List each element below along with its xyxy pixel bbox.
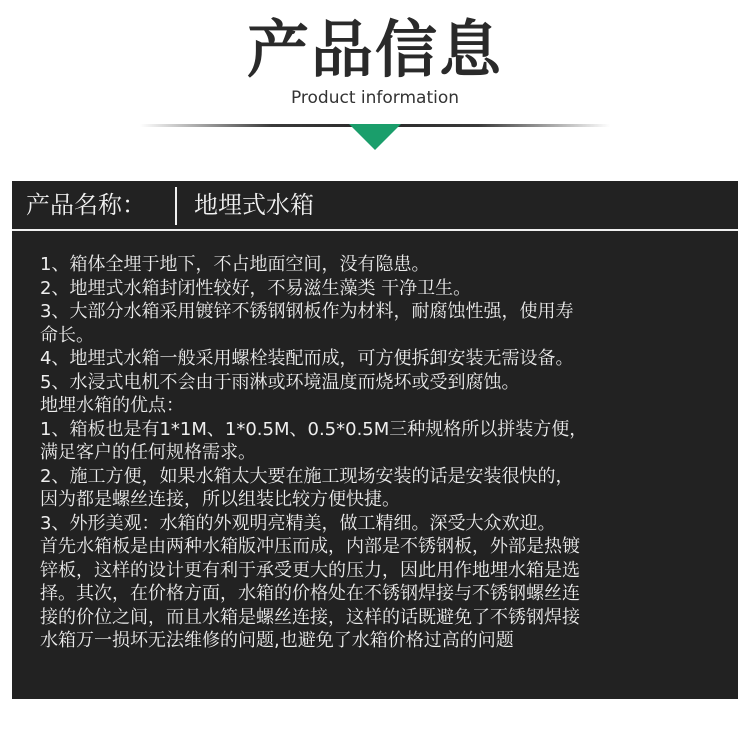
column-divider [175,187,177,225]
section-header [0,0,750,160]
description-line: 2、地埋式水箱封闭性较好，不易滋生藻类 干净卫生。 [40,277,472,299]
product-name-value: 地埋式水箱 [194,191,314,219]
description-line: 水箱万一损坏无法维修的问题,也避免了水箱价格过高的问题 [40,630,514,651]
description-line: 锌板，这样的设计更有利于承受更大的压力，因此用作地埋水箱是选 [40,559,580,581]
product-info-panel [12,181,738,699]
description-line: 1、箱体全埋于地下，不占地面空间，没有隐患。 [40,254,430,275]
description-line: 地埋水箱的优点： [40,395,184,416]
description-line: 因为都是螺丝连接，所以组装比较方便快捷。 [40,489,400,510]
description-line: 命长。 [40,324,94,346]
product-description [40,253,726,653]
description-line: 满足客户的任何规格需求。 [40,442,256,463]
triangle-down-icon [349,124,401,150]
description-line: 择。其次，在价格方面，水箱的价格处在不锈钢焊接与不锈钢螺丝连 [40,583,580,604]
product-name-label: 产品名称： [26,191,146,219]
description-line: 1、箱板也是有1*1M、1*0.5M、0.5*0.5M三种规格所以拼装方便， [40,418,588,440]
product-name-row [12,181,738,231]
description-line: 5、水浸式电机不会由于雨淋或环境温度而烧坏或受到腐蚀。 [40,371,520,393]
page-title: 产品信息 [246,13,503,86]
description-line: 2、施工方便，如果水箱太大要在施工现场安装的话是安装很快的， [40,465,574,487]
description-line: 3、大部分水箱采用镀锌不锈钢钢板作为材料，耐腐蚀性强，使用寿 [40,301,574,322]
description-line: 首先水箱板是由两种水箱版冲压而成，内部是不锈钢板，外部是热镀 [40,536,580,557]
description-line: 接的价位之间，而且水箱是螺丝连接，这样的话既避免了不锈钢焊接 [40,606,580,628]
description-line: 3、外形美观：水箱的外观明亮精美，做工精细。深受大众欢迎。 [40,512,556,534]
description-line: 4、地埋式水箱一般采用螺栓装配而成，可方便拆卸安装无需设备。 [40,348,574,369]
page-subtitle: Product information [290,88,460,108]
